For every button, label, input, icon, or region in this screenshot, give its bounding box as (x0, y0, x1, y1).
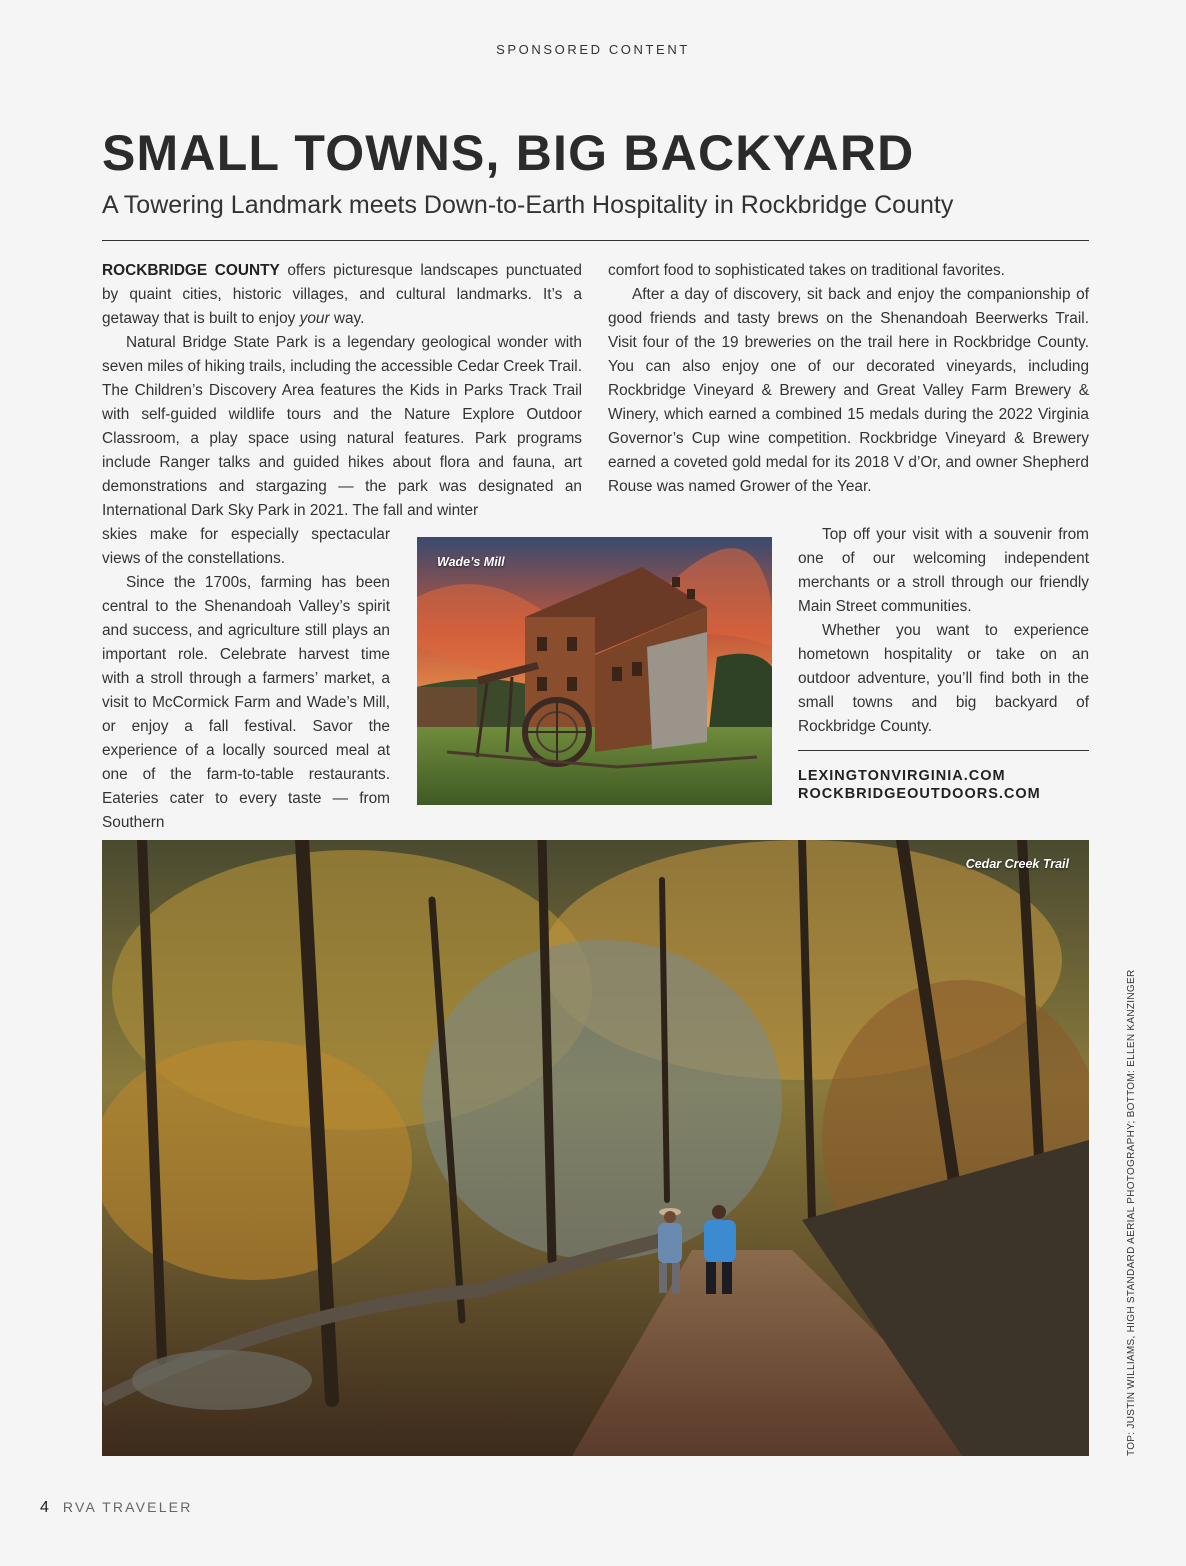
page-number: 4 (40, 1499, 49, 1516)
wades-mill-photo (417, 537, 772, 805)
mill-caption: Wade’s Mill (437, 555, 505, 569)
title-divider (102, 240, 1089, 241)
paragraph-souvenir: Top off your visit with a souvenir from one of our welcoming independent merchants or a stroll through our friendly Main Street communities. (798, 526, 1089, 615)
publication-name: RVA TRAVELER (62, 1499, 193, 1515)
lead-in: ROCKBRIDGE COUNTY (102, 262, 280, 279)
page-footer (40, 1499, 193, 1517)
link-lexington[interactable]: LEXINGTONVIRGINIA.COM (798, 768, 1006, 784)
link-rockbridge-outdoors[interactable]: ROCKBRIDGEOUTDOORS.COM (798, 786, 1041, 802)
cedar-creek-trail-photo (102, 840, 1089, 1456)
article-subtitle: A Towering Landmark meets Down-to-Earth Hospitality in Rockbridge County (102, 191, 954, 219)
paragraph-comfort-food: comfort food to sophisticated takes on traditional favorites. (608, 262, 1005, 279)
column-2-top (608, 259, 1089, 499)
article-title: SMALL TOWNS, BIG BACKYARD (102, 125, 915, 181)
paragraph-closing: Whether you want to experience hometown hospitality or take on an outdoor adventure, you’ll find both in the small towns and big backyard of Rockbridge County. (798, 622, 1089, 735)
column-2-bottom (798, 523, 1089, 739)
paragraph-farming: Since the 1700s, farming has been central to the Shenandoah Valley’s spirit and success, and agriculture still plays an important role. Celebrate harvest time with a stroll through a farmers’ market, a visit to McCormick Farm and Wade’s Mill, or enjoy a fall festival. Savor the experience of a locally sourced meal at one of the farm-to-table restaurants. Eateries cater to every taste — from Southern (102, 574, 390, 831)
website-links (798, 767, 1041, 803)
links-divider (798, 750, 1089, 751)
paragraph-skies: skies make for especially spectacular views of the constellations. (102, 526, 390, 567)
paragraph-breweries: After a day of discovery, sit back and enjoy the companionship of good friends and tasty brews on the Shenandoah Beerwerks Trail. Visit four of the 19 breweries on the trail here in Rockbridge County. You can also enjoy one of our decorated vineyards, including Rockbridge Vineyard & Brewery and Great Valley Farm Brewery & Winery, which earned a combined 15 medals during the 2022 Virginia Governor’s Cup wine competition. Rockbridge Vineyard & Brewery earned a coveted gold medal for its 2018 V d’Or, and owner Shepherd Rouse was named Grower of the Year. (608, 286, 1089, 495)
paragraph-intro: ROCKBRIDGE COUNTY offers picturesque landscapes punctuated by quaint cities, historic villages, and cultural landmarks. It’s a getaway that is built to enjoy your way. (102, 262, 582, 327)
photo-credit: TOP: JUSTIN WILLIAMS, HIGH STANDARD AERIAL PHOTOGRAPHY; BOTTOM: ELLEN KANZINGER (1126, 969, 1137, 1456)
sponsored-label: SPONSORED CONTENT (496, 42, 690, 57)
column-1-bottom (102, 523, 390, 835)
paragraph-natural-bridge: Natural Bridge State Park is a legendary geological wonder with seven miles of hiking trails, including the accessible Cedar Creek Trail. The Children’s Discovery Area features the Kids in Parks Track Trail with self-guided wildlife tours and the Nature Explore Outdoor Classroom, a play space using natural features. Park programs include Ranger talks and guided hikes about flora and fauna, art demonstrations and stargazing — the park was designated an International Dark Sky Park in 2021. The fall and winter (102, 334, 582, 519)
trail-caption: Cedar Creek Trail (965, 857, 1069, 871)
column-1-top (102, 259, 582, 523)
